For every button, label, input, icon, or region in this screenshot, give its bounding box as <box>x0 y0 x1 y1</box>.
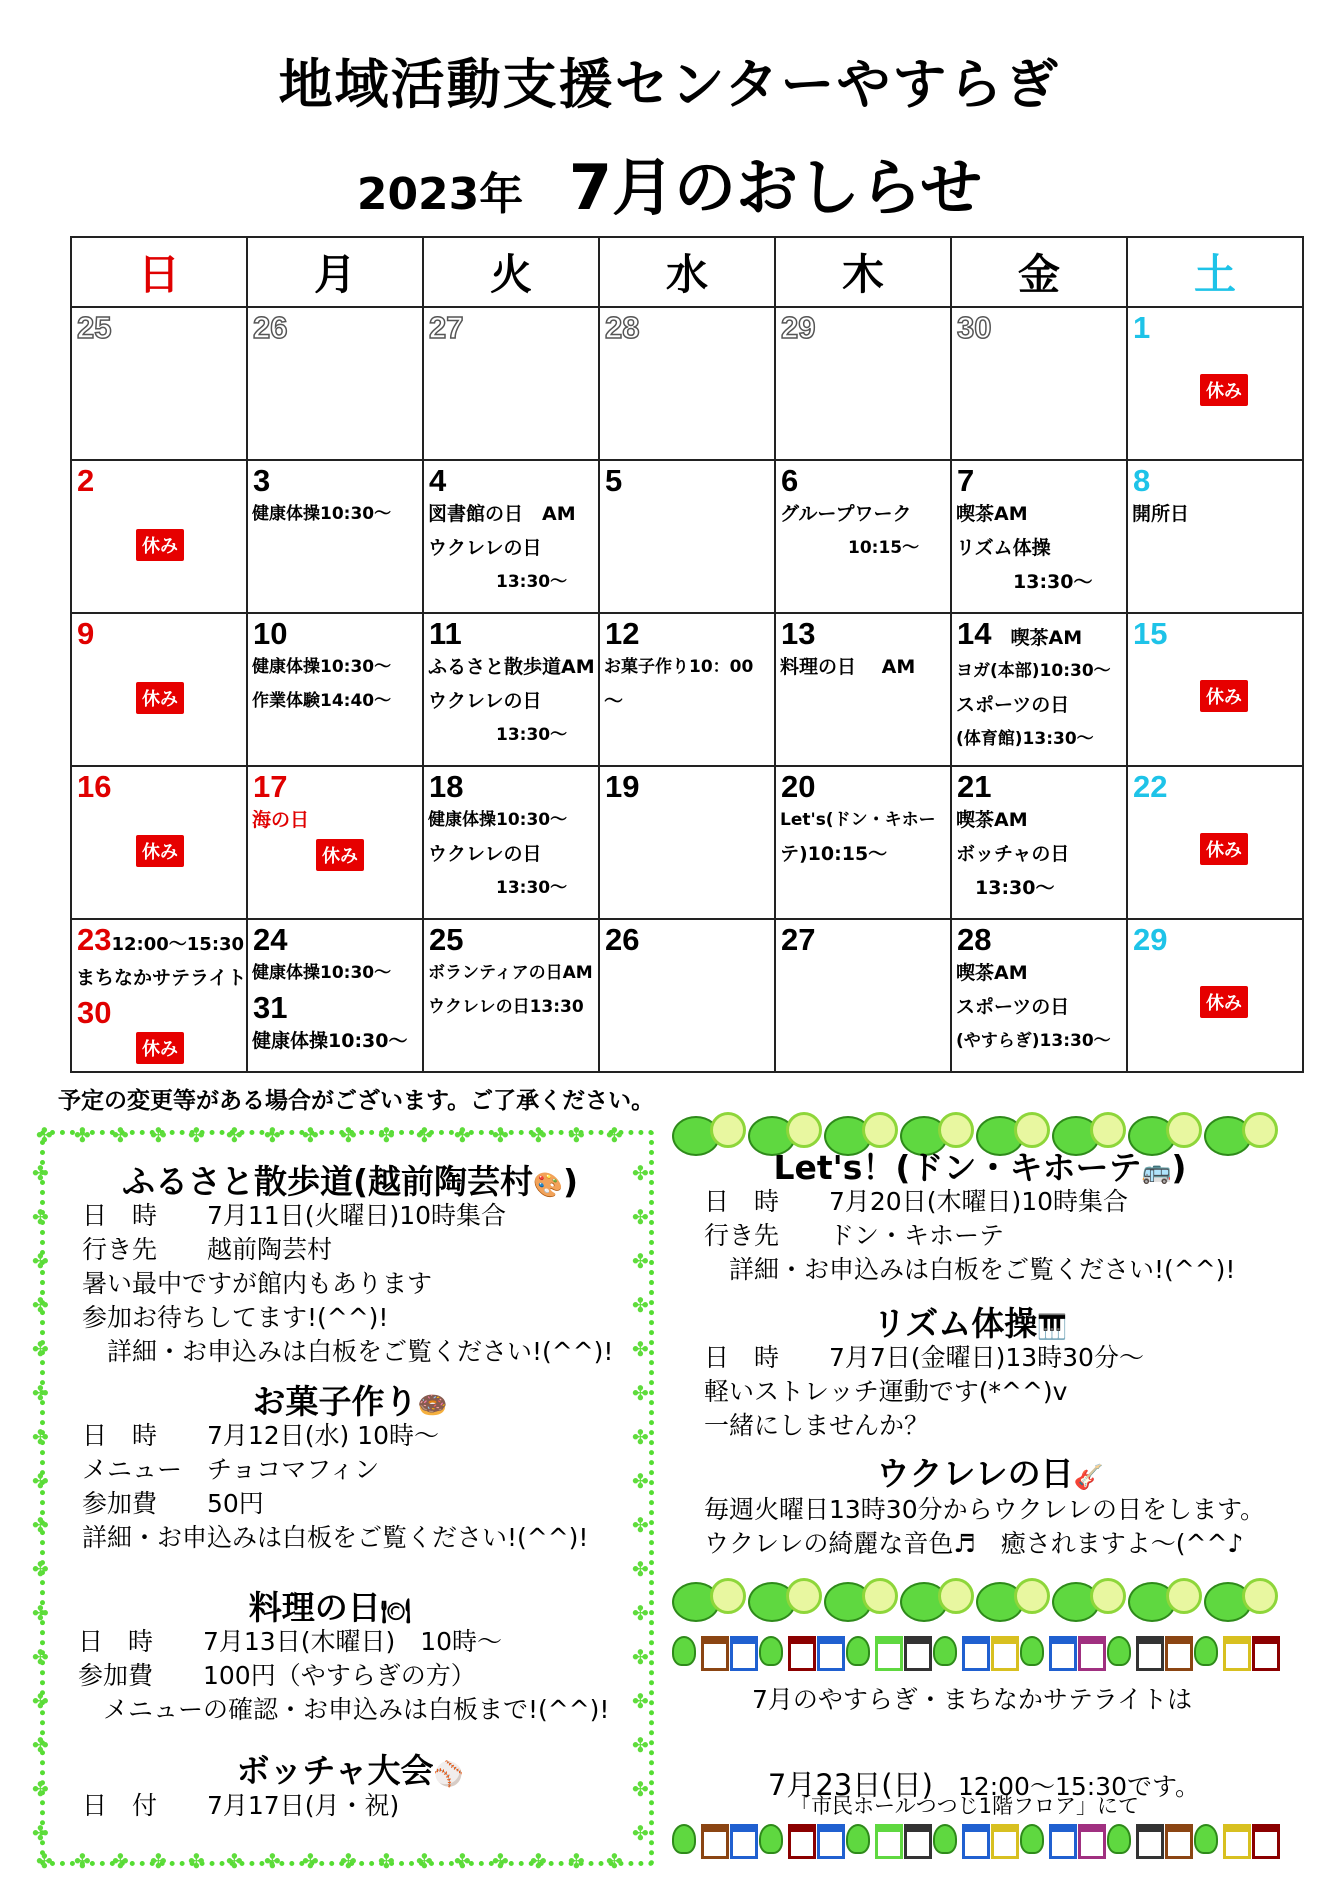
clover-icon: ✤ <box>632 1689 649 1713</box>
detail-line: 参加費 100円（やすらぎの方） <box>78 1661 476 1690</box>
house-icon <box>1078 1636 1106 1671</box>
day-cell <box>71 460 247 613</box>
detail-line: 詳細・お申込みは白板をご覧ください!(^^)! <box>82 1523 589 1552</box>
clover-icon: ✤ <box>632 1557 649 1581</box>
event-text: グループワーク <box>780 503 912 525</box>
event-text: (体育館)13:30～ <box>956 729 1094 749</box>
day-number: 29 <box>1133 922 1168 957</box>
clover-icon: ✤ <box>36 1849 53 1873</box>
day-cell <box>775 919 951 1072</box>
day-cell <box>423 613 599 766</box>
event-text: 図書館の日 AM <box>428 503 576 525</box>
calendar-week <box>71 460 1303 613</box>
clover-icon: ✤ <box>188 1849 205 1873</box>
day-number: 13 <box>781 616 816 651</box>
house-icon <box>730 1824 758 1859</box>
lemon-slice-icon <box>1014 1578 1050 1614</box>
event-text: ボッチャの日 <box>956 843 1070 865</box>
day-cell <box>247 766 423 919</box>
day-cell <box>71 307 247 460</box>
day-number: 21 <box>957 769 992 804</box>
day-number: 29 <box>781 310 816 345</box>
house-icon <box>875 1636 903 1671</box>
day-number: 4 <box>429 463 447 498</box>
day-cell <box>775 460 951 613</box>
rest-badge: 休み <box>136 682 184 714</box>
house-icon <box>904 1824 932 1859</box>
house-icon <box>991 1636 1019 1671</box>
weekday-0: 日 <box>71 237 247 307</box>
event-text: ウクレレの日 <box>428 843 542 865</box>
okashi-title: お菓子作り🍩 <box>252 1382 448 1421</box>
day-cell <box>1127 307 1303 460</box>
day-cell <box>247 613 423 766</box>
house-icon <box>904 1636 932 1671</box>
ryori-title: 料理の日🍽 <box>248 1588 412 1627</box>
clover-icon: ✤ <box>632 1821 649 1845</box>
house-icon <box>875 1824 903 1859</box>
event-text: 13:30～ <box>956 571 1093 593</box>
house-icon <box>1165 1824 1193 1859</box>
tree-icon <box>672 1824 696 1854</box>
weekday-2: 火 <box>423 237 599 307</box>
day-cell <box>599 766 775 919</box>
clover-icon: ✤ <box>32 1425 49 1449</box>
clover-icon: ✤ <box>632 1293 649 1317</box>
day-number: 30 <box>77 995 112 1030</box>
clover-icon: ✤ <box>112 1123 129 1147</box>
clover-icon: ✤ <box>632 1425 649 1449</box>
day-cell <box>1127 460 1303 613</box>
clover-icon: ✤ <box>416 1123 433 1147</box>
clover-icon: ✤ <box>302 1849 319 1873</box>
detail-line: 行き先 ドン・キホーテ <box>704 1221 1005 1250</box>
rhythm-title: リズム体操🎹 <box>872 1304 1068 1343</box>
piano-icon: 🎹 <box>1037 1313 1068 1341</box>
lemon-slice-icon <box>1090 1578 1126 1614</box>
clover-icon: ✤ <box>150 1849 167 1873</box>
lemon-slice-icon <box>938 1578 974 1614</box>
clover-icon: ✤ <box>32 1557 49 1581</box>
clover-icon: ✤ <box>606 1849 623 1873</box>
event-text: リズム体操 <box>956 537 1051 559</box>
clover-icon: ✤ <box>492 1849 509 1873</box>
detail-line: ウクレレの綺麗な音色♬ 癒されますよ～(^^♪ <box>704 1529 1244 1558</box>
detail-line: 一緒にしませんか？ <box>704 1411 930 1440</box>
day-number: 18 <box>429 769 464 804</box>
house-icon <box>788 1636 816 1671</box>
ukulele-title: ウクレレの日🎸 <box>876 1454 1104 1493</box>
day-number: 25 <box>429 922 464 957</box>
detail-line: 行き先 越前陶芸村 <box>82 1235 333 1264</box>
day-cell <box>423 307 599 460</box>
clover-icon: ✤ <box>32 1161 49 1185</box>
weekday-4: 木 <box>775 237 951 307</box>
day-number: 28 <box>605 310 640 345</box>
calendar-week <box>71 766 1303 919</box>
day-number: 26 <box>605 922 640 957</box>
clover-icon: ✤ <box>32 1777 49 1801</box>
day-number: 20 <box>781 769 816 804</box>
event-text: 海の日 <box>252 809 310 831</box>
clover-icon: ✤ <box>302 1123 319 1147</box>
clover-icon: ✤ <box>32 1601 49 1625</box>
day-cell <box>775 613 951 766</box>
detail-line: 日 時 7月13日(木曜日) 10時～ <box>78 1627 503 1656</box>
clover-icon: ✤ <box>568 1849 585 1873</box>
guitar-icon: 🎸 <box>1073 1463 1104 1491</box>
day-cell <box>247 307 423 460</box>
event-text: 13:30～ <box>428 572 568 592</box>
plate-icon: 🍽 <box>380 1597 412 1625</box>
clover-icon: ✤ <box>632 1601 649 1625</box>
detail-line: メニューの確認・お申込みは白板まで!(^^)! <box>78 1695 610 1724</box>
clover-icon: ✤ <box>226 1123 243 1147</box>
day-cell <box>951 613 1127 766</box>
clover-icon: ✤ <box>530 1123 547 1147</box>
detail-line: 軽いストレッチ運動です(*^^)v <box>704 1377 1068 1406</box>
donut-icon: 🍩 <box>417 1391 448 1419</box>
house-icon <box>1252 1824 1280 1859</box>
day-number: 14 喫茶AM <box>957 616 1083 651</box>
year-label: 2023年 <box>356 169 524 220</box>
event-text: 健康体操10:30～ <box>428 810 568 830</box>
event-text: ウクレレの日13:30 <box>428 997 584 1017</box>
clover-icon: ✤ <box>492 1123 509 1147</box>
rest-badge: 休み <box>1200 833 1248 865</box>
day-cell <box>423 766 599 919</box>
tree-icon <box>933 1636 957 1666</box>
day-number: 27 <box>781 922 816 957</box>
house-icon <box>1049 1636 1077 1671</box>
day-number: 3 <box>253 463 271 498</box>
clover-icon: ✤ <box>632 1249 649 1273</box>
lemon-slice-icon <box>1166 1578 1202 1614</box>
tree-icon <box>759 1636 783 1666</box>
month-title: 7月のおしらせ <box>568 151 983 224</box>
clover-icon: ✤ <box>340 1849 357 1873</box>
detail-line: 日 時 7月12日(水) 10時～ <box>82 1421 439 1450</box>
rest-badge: 休み <box>136 529 184 561</box>
event-text: ウクレレの日 <box>428 690 542 712</box>
day-cell <box>423 460 599 613</box>
day-inline-note: 喫茶AM <box>991 627 1083 649</box>
bus-icon: 🚌 <box>1141 1157 1172 1185</box>
day-number: 27 <box>429 310 464 345</box>
clover-icon: ✤ <box>378 1849 395 1873</box>
tree-icon <box>1107 1824 1131 1854</box>
clover-icon: ✤ <box>264 1123 281 1147</box>
day-cell <box>599 919 775 1072</box>
rest-badge: 休み <box>1200 986 1248 1018</box>
day-cell <box>775 307 951 460</box>
clover-icon: ✤ <box>530 1849 547 1873</box>
house-icon <box>962 1824 990 1859</box>
day-cell <box>951 919 1127 1072</box>
day-cell <box>599 460 775 613</box>
detail-line: 参加お待ちしてます!(^^)! <box>82 1303 389 1332</box>
clover-icon: ✤ <box>150 1123 167 1147</box>
lemon-divider-bottom <box>672 1576 1292 1620</box>
day-number: 26 <box>253 310 288 345</box>
day-cell <box>71 766 247 919</box>
house-icon <box>1165 1636 1193 1671</box>
day-cell <box>1127 613 1303 766</box>
day-cell <box>951 307 1127 460</box>
calendar-week <box>71 613 1303 766</box>
house-icon <box>962 1636 990 1671</box>
day-number: 28 <box>957 922 992 957</box>
event-text: 健康体操10:30～ <box>252 1030 408 1052</box>
tree-icon <box>846 1636 870 1666</box>
rest-badge: 休み <box>136 1032 184 1064</box>
detail-line: 日 時 7月20日(木曜日)10時集合 <box>704 1187 1129 1216</box>
day-number: 22 <box>1133 769 1168 804</box>
clover-icon: ✤ <box>36 1123 53 1147</box>
detail-line: 日 時 7月7日(金曜日)13時30分～ <box>704 1343 1144 1372</box>
clover-icon: ✤ <box>32 1821 49 1845</box>
day-cell <box>951 460 1127 613</box>
clover-icon: ✤ <box>454 1123 471 1147</box>
event-text: 喫茶AM <box>956 503 1028 525</box>
day-number: 7 <box>957 463 975 498</box>
event-text: 13:30～ <box>956 877 1055 899</box>
clover-icon: ✤ <box>632 1469 649 1493</box>
event-text: スポーツの日 <box>956 694 1070 716</box>
clover-icon: ✤ <box>32 1689 49 1713</box>
day-inline-note: 12:00～15:30 <box>111 934 245 955</box>
clover-icon: ✤ <box>32 1381 49 1405</box>
clover-icon: ✤ <box>32 1205 49 1229</box>
houses-row-bottom <box>672 1820 1292 1860</box>
clover-icon: ✤ <box>632 1381 649 1405</box>
day-cell <box>423 919 599 1072</box>
day-cell <box>599 307 775 460</box>
event-text: ヨガ(本部)10:30～ <box>956 661 1111 681</box>
day-number: 9 <box>77 616 95 651</box>
tree-icon <box>1020 1636 1044 1666</box>
tree-icon <box>1194 1636 1218 1666</box>
event-text: ふるさと散歩道AM <box>428 656 595 678</box>
house-icon <box>817 1636 845 1671</box>
event-text: ～ <box>604 690 624 712</box>
clover-icon: ✤ <box>606 1123 623 1147</box>
houses-row-top <box>672 1632 1292 1672</box>
clover-icon: ✤ <box>632 1645 649 1669</box>
page-title: 地域活動支援センターやすらぎ <box>278 53 1061 116</box>
clover-icon: ✤ <box>632 1733 649 1757</box>
day-number: 11 <box>429 616 462 651</box>
day-number: 25 <box>77 310 112 345</box>
house-icon <box>1136 1636 1164 1671</box>
detail-line: 毎週火曜日13時30分からウクレレの日をします。 <box>704 1495 1265 1524</box>
day-number: 10 <box>253 616 288 651</box>
event-text: テ)10:15～ <box>780 843 888 865</box>
day-cell <box>247 460 423 613</box>
house-icon <box>701 1636 729 1671</box>
day-number: 16 <box>77 769 112 804</box>
house-icon <box>1049 1824 1077 1859</box>
detail-line: 日 時 7月11日(火曜日)10時集合 <box>82 1201 507 1230</box>
event-text: 開所日 <box>1132 503 1190 525</box>
clover-icon: ✤ <box>112 1849 129 1873</box>
day-cell <box>951 766 1127 919</box>
satellite-intro: 7月のやすらぎ・まちなかサテライトは <box>752 1685 1193 1714</box>
tree-icon <box>1194 1824 1218 1854</box>
clover-icon: ✤ <box>632 1205 649 1229</box>
satellite-when: 7月23日(日) 12:00～15:30です。 <box>767 1768 1200 1802</box>
rest-badge: 休み <box>316 839 364 871</box>
day-cell <box>71 613 247 766</box>
detail-line: 参加費 50円 <box>82 1489 264 1518</box>
event-text: お菓子作り10：00 <box>604 657 754 677</box>
day-number: 12 <box>605 616 640 651</box>
clover-icon: ✤ <box>264 1849 281 1873</box>
day-cell <box>1127 766 1303 919</box>
clover-icon: ✤ <box>340 1123 357 1147</box>
day-cell <box>599 613 775 766</box>
day-number: 1 <box>1133 310 1151 345</box>
day-number: 2 <box>77 463 95 498</box>
day-number: 15 <box>1133 616 1168 651</box>
clover-icon: ✤ <box>32 1249 49 1273</box>
event-text: ウクレレの日 <box>428 537 542 559</box>
house-icon <box>1252 1636 1280 1671</box>
detail-line: メニュー チョコマフィン <box>82 1455 380 1484</box>
clover-icon: ✤ <box>632 1513 649 1537</box>
tree-icon <box>672 1636 696 1666</box>
lemon-slice-icon <box>1242 1578 1278 1614</box>
event-text: スポーツの日 <box>956 996 1070 1018</box>
satellite-place: 「市民ホールつつじ1階フロア」にて <box>790 1794 1139 1818</box>
house-icon <box>1136 1824 1164 1859</box>
clover-icon: ✤ <box>226 1849 243 1873</box>
event-text: まちなかサテライト <box>76 967 247 989</box>
lemon-slice-icon <box>710 1578 746 1614</box>
weekday-6: 土 <box>1127 237 1303 307</box>
day-number: 19 <box>605 769 640 804</box>
day-number: 17 <box>253 769 288 804</box>
clover-icon: ✤ <box>32 1293 49 1317</box>
tree-icon <box>933 1824 957 1854</box>
house-icon <box>1223 1636 1251 1671</box>
event-text: 料理の日 AM <box>780 656 916 678</box>
day-number: 31 <box>253 990 288 1025</box>
boccia-title: ボッチャ大会⚾ <box>236 1751 464 1790</box>
house-icon <box>817 1824 845 1859</box>
house-icon <box>730 1636 758 1671</box>
rest-badge: 休み <box>136 835 184 867</box>
house-icon <box>991 1824 1019 1859</box>
ball-icon: ⚾ <box>433 1760 464 1788</box>
rest-badge: 休み <box>1200 680 1248 712</box>
calendar <box>70 236 1304 1073</box>
event-text: 10:15～ <box>780 538 920 558</box>
house-icon <box>788 1824 816 1859</box>
clover-icon: ✤ <box>32 1469 49 1493</box>
detail-line: 日 付 7月17日(月・祝) <box>82 1791 400 1820</box>
clover-icon: ✤ <box>32 1645 49 1669</box>
detail-line: 暑い最中ですが館内もあります <box>82 1269 433 1298</box>
event-text: 作業体験14:40～ <box>252 691 392 711</box>
day-number: 6 <box>781 463 799 498</box>
day-cell <box>247 919 423 1072</box>
detail-line: 詳細・お申込みは白板をご覧ください!(^^)! <box>82 1337 614 1366</box>
day-number: 24 <box>253 922 288 957</box>
month-heading <box>0 138 1339 227</box>
house-icon <box>1078 1824 1106 1859</box>
day-number: 2312:00～15:30 <box>77 922 245 957</box>
clover-icon: ✤ <box>32 1733 49 1757</box>
house-icon <box>701 1824 729 1859</box>
event-text: 健康体操10:30～ <box>252 657 392 677</box>
clover-icon: ✤ <box>632 1161 649 1185</box>
event-text: ボランティアの日AM <box>428 963 593 983</box>
event-text: 喫茶AM <box>956 809 1028 831</box>
tree-icon <box>759 1824 783 1854</box>
furusato-title: ふるさと散歩道(越前陶芸村🎨) <box>121 1162 579 1201</box>
day-number: 30 <box>957 310 992 345</box>
rest-badge: 休み <box>1200 374 1248 406</box>
event-text: (やすらぎ)13:30～ <box>956 1031 1111 1051</box>
clover-icon: ✤ <box>632 1337 649 1361</box>
clover-icon: ✤ <box>188 1123 205 1147</box>
weekday-3: 水 <box>599 237 775 307</box>
lets-title: Let's！(ドン・キホーテ🚌) <box>773 1148 1187 1187</box>
house-icon <box>1223 1824 1251 1859</box>
clover-icon: ✤ <box>454 1849 471 1873</box>
calendar-week <box>71 307 1303 460</box>
clover-icon: ✤ <box>74 1123 91 1147</box>
clover-icon: ✤ <box>74 1849 91 1873</box>
pottery-icon: 🎨 <box>533 1171 563 1199</box>
day-number: 8 <box>1133 463 1151 498</box>
calendar-week <box>71 919 1303 1072</box>
day-number: 5 <box>605 463 623 498</box>
lemon-slice-icon <box>862 1578 898 1614</box>
tree-icon <box>846 1824 870 1854</box>
event-text: Let's(ドン・キホー <box>780 810 936 830</box>
clover-icon: ✤ <box>568 1123 585 1147</box>
day-cell <box>1127 919 1303 1072</box>
event-text: 13:30～ <box>428 725 568 745</box>
lemon-slice-icon <box>1242 1112 1278 1148</box>
event-text: 健康体操10:30～ <box>252 963 392 983</box>
weekday-1: 月 <box>247 237 423 307</box>
tree-icon <box>1107 1636 1131 1666</box>
day-cell <box>775 766 951 919</box>
schedule-change-note: 予定の変更等がある場合がございます。ご了承ください。 <box>58 1088 655 1114</box>
detail-line: 詳細・お申込みは白板をご覧ください!(^^)! <box>704 1255 1236 1284</box>
weekday-5: 金 <box>951 237 1127 307</box>
clover-icon: ✤ <box>378 1123 395 1147</box>
weekday-header-row <box>71 237 1303 307</box>
event-text: 13:30～ <box>428 878 568 898</box>
day-cell <box>71 919 247 1072</box>
clover-icon: ✤ <box>416 1849 433 1873</box>
lemon-slice-icon <box>786 1578 822 1614</box>
tree-icon <box>1020 1824 1044 1854</box>
clover-icon: ✤ <box>32 1513 49 1537</box>
event-text: 喫茶AM <box>956 962 1028 984</box>
clover-icon: ✤ <box>632 1777 649 1801</box>
clover-icon: ✤ <box>32 1337 49 1361</box>
event-text: 健康体操10:30～ <box>252 504 392 524</box>
